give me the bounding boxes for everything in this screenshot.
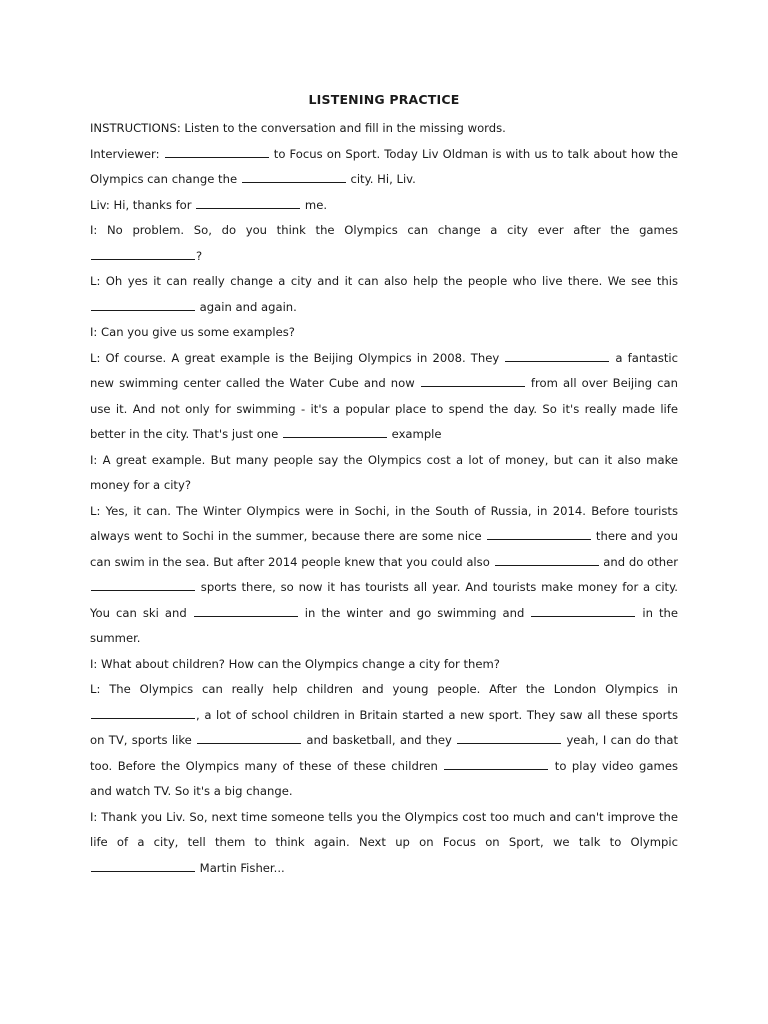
paragraph-text: L: Yes, it can. The Winter Olympics were in Sochi, in the South of Russia, in 2014. Before tourists always went to Sochi in the summer, because there are some nice [90, 503, 678, 543]
fill-in-blank [91, 309, 195, 311]
paragraph-text: L: Of course. A great example is the Beijing Olympics in 2008. They [90, 350, 505, 365]
paragraph-text: and basketball, and they [302, 733, 457, 747]
paragraph-text: ? [196, 248, 203, 263]
paragraph-text: me. [301, 197, 328, 212]
fill-in-blank [91, 717, 195, 719]
fill-in-blank [91, 870, 195, 872]
fill-in-blank [91, 258, 195, 260]
paragraph-text: from all over Beijing can use it. And not only for swimming - it's a popular place to spend the day. So it's really made life better in the city. That's just one [90, 376, 679, 441]
paragraph-text: Interviewer: [90, 146, 164, 161]
paragraph-text: in the summer. [90, 605, 678, 645]
fill-in-blank [444, 768, 548, 770]
paragraph-text: to play video games and watch TV. So it's a big change. [90, 758, 678, 798]
fill-in-blank [194, 615, 298, 617]
fill-in-blank [505, 360, 609, 362]
paragraph-text: I: Can you give us some examples? [90, 325, 295, 339]
paragraph [90, 142, 678, 193]
paragraph [90, 448, 678, 499]
paragraph-text: Martin Fisher... [196, 860, 285, 875]
paragraph-text: in the winter and go swimming and [298, 605, 531, 620]
fill-in-blank [242, 181, 346, 183]
fill-in-blank [457, 742, 561, 744]
page-title: LISTENING PRACTICE [308, 92, 460, 107]
fill-in-blank [531, 615, 635, 617]
paragraph-text: I: What about children? How can the Olympics change a city for them? [90, 656, 500, 671]
paragraph-text: sports there, so now it has tourists all year. And tourists make money for a city. You can ski and [90, 580, 678, 620]
fill-in-blank [421, 385, 525, 387]
paragraph [90, 346, 678, 448]
paragraph [90, 193, 678, 219]
paragraph-text: city. Hi, Liv. [346, 172, 416, 186]
fill-in-blank [196, 207, 300, 209]
paragraph-text: again and again. [196, 299, 297, 314]
paragraph [90, 116, 678, 142]
fill-in-blank [495, 564, 599, 566]
fill-in-blank [283, 436, 387, 438]
fill-in-blank [91, 589, 195, 591]
paragraph-text: INSTRUCTIONS: Listen to the conversation and fill in the missing words. [90, 121, 506, 135]
fill-in-blank [165, 156, 269, 158]
paragraph-text: L: Oh yes it can really change a city and it can also help the people who live there. We see this [90, 274, 678, 288]
worksheet-body [90, 116, 678, 881]
fill-in-blank [197, 742, 301, 744]
paragraph-text: to Focus on Sport. Today Liv Oldman is with us to talk about how the Olympics can change the [90, 146, 678, 186]
paragraph [90, 218, 678, 269]
paragraph [90, 677, 678, 805]
paragraph-text: Liv: Hi, thanks for [90, 197, 196, 212]
paragraph-text: example [387, 427, 442, 441]
paragraph-text: I: A great example. But many people say the Olympics cost a lot of money, but can it also make money for a city? [90, 452, 678, 492]
fill-in-blank [487, 538, 591, 540]
paragraph-text: , a lot of school children in Britain started a new sport. They saw all these sports on TV, sports like [90, 707, 678, 747]
paragraph-text: I: Thank you Liv. So, next time someone tells you the Olympics cost too much and can't improve the life of a city, tell them to think again. Next up on Focus on Sport, we talk to Olympic [90, 809, 678, 849]
paragraph-text: yeah, I can do that too. Before the Olympics many of these of these children [90, 733, 678, 773]
paragraph [90, 499, 678, 652]
paragraph-text: L: The Olympics can really help children and young people. After the London Olympics in [90, 682, 678, 696]
paragraph [90, 269, 678, 320]
paragraph-text: there and you can swim in the sea. But after 2014 people knew that you could also [90, 529, 678, 569]
paragraph-text: and do other [599, 554, 678, 569]
paragraph [90, 320, 678, 346]
paragraph-text: I: No problem. So, do you think the Olympics can change a city ever after the games [90, 223, 678, 237]
paragraph [90, 805, 678, 882]
paragraph [90, 652, 678, 678]
paragraph-text: a fantastic new swimming center called the Water Cube and now [90, 350, 678, 390]
